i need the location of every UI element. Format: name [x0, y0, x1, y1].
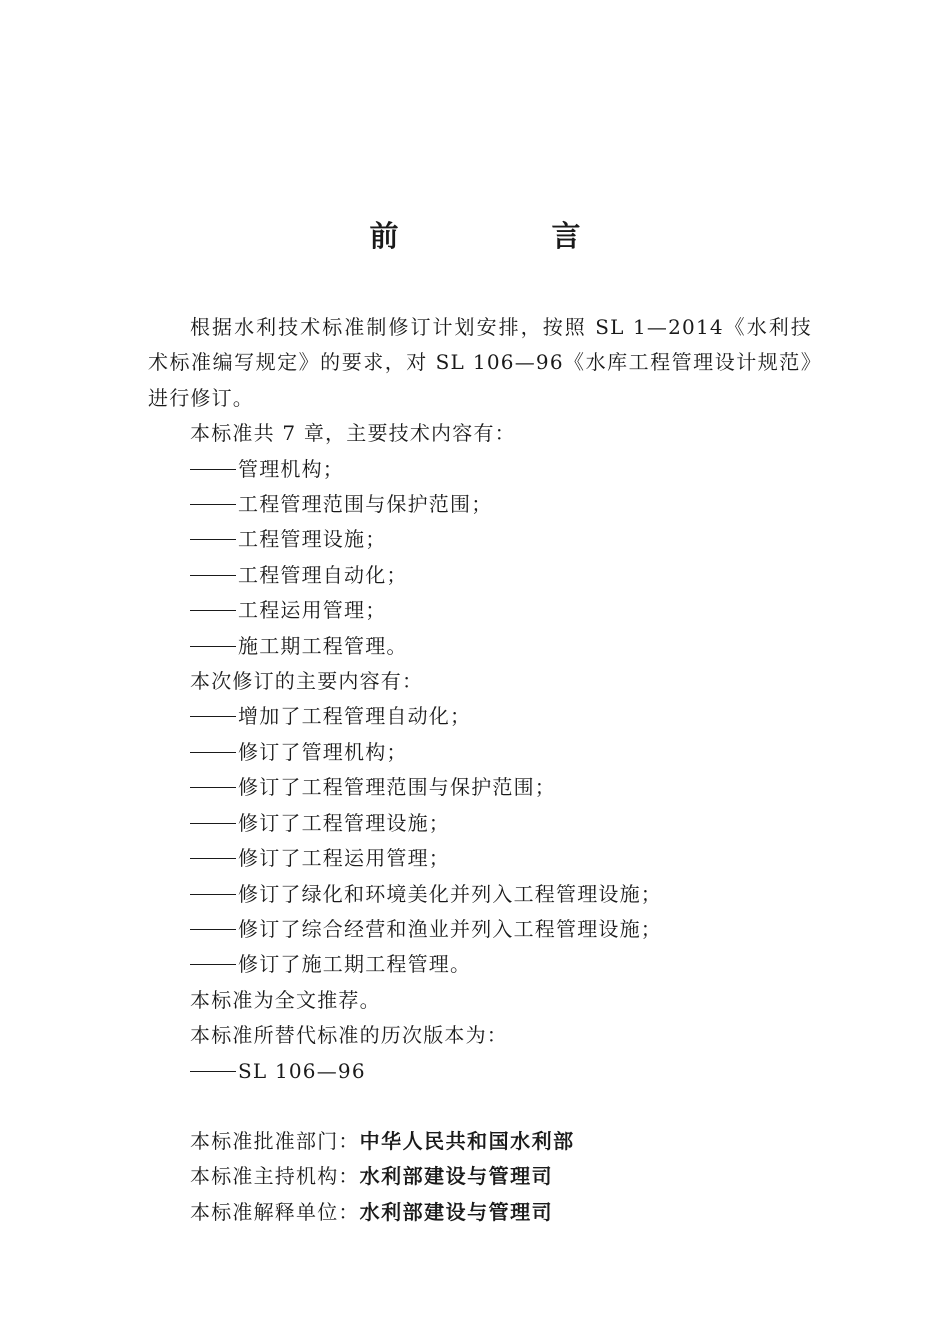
- list-item: 工程运用管理；: [148, 593, 812, 628]
- interpret-row: [190, 1195, 575, 1230]
- interpret-label: 本标准解释单位：: [190, 1199, 360, 1224]
- list-item: 增加了工程管理自动化；: [148, 699, 812, 734]
- list-item: 修订了工程运用管理；: [148, 841, 812, 876]
- dash-icon: [190, 964, 236, 965]
- history-intro: 本标准所替代标准的历次版本为：: [190, 1023, 508, 1048]
- host-row: [190, 1159, 575, 1194]
- page-title: 前 言: [369, 219, 643, 253]
- list-item: 工程管理设施；: [148, 522, 812, 557]
- host-label: 本标准主持机构：: [190, 1164, 360, 1189]
- recommendation-text: 本标准为全文推荐。: [190, 987, 381, 1012]
- chapters-list: [148, 452, 812, 664]
- dash-icon: [190, 539, 236, 540]
- dash-icon: [190, 575, 236, 576]
- list-item: 工程管理范围与保护范围；: [148, 487, 812, 522]
- list-item: 施工期工程管理。: [148, 629, 812, 664]
- dash-icon: [190, 646, 236, 647]
- list-item: 修订了综合经营和渔业并列入工程管理设施；: [148, 912, 812, 947]
- approval-label: 本标准批准部门：: [190, 1129, 360, 1153]
- dash-icon: [190, 894, 236, 895]
- list-item: 修订了管理机构；: [148, 735, 812, 770]
- dash-icon: [190, 504, 236, 505]
- list-item: 管理机构；: [148, 452, 812, 487]
- body-text: [148, 310, 812, 1089]
- list-item: 修订了施工期工程管理。: [148, 947, 812, 982]
- dash-icon: [190, 610, 236, 611]
- standard-info: [190, 1124, 575, 1230]
- dash-icon: [190, 469, 236, 470]
- approval-row: [190, 1124, 575, 1159]
- dash-icon: [190, 1071, 236, 1072]
- dash-icon: [190, 858, 236, 859]
- dash-icon: [190, 716, 236, 717]
- dash-icon: [190, 787, 236, 788]
- dash-icon: [190, 929, 236, 930]
- revisions-intro: 本次修订的主要内容有：: [190, 669, 424, 694]
- list-item: 修订了工程管理范围与保护范围；: [148, 770, 812, 805]
- chapters-intro: 本标准共 7 章，主要技术内容有：: [190, 421, 516, 446]
- approval-value: 中华人民共和国水利部: [359, 1129, 575, 1153]
- list-item: 修订了工程管理设施；: [148, 806, 812, 841]
- dash-icon: [190, 823, 236, 824]
- interpret-value: 水利部建设与管理司: [359, 1199, 554, 1224]
- history-item: SL 106—96: [148, 1054, 812, 1089]
- list-item: 工程管理自动化；: [148, 558, 812, 593]
- revisions-list: [148, 699, 812, 982]
- list-item: 修订了绿化和环境美化并列入工程管理设施；: [148, 877, 812, 912]
- host-value: 水利部建设与管理司: [359, 1164, 554, 1189]
- dash-icon: [190, 752, 236, 753]
- intro-paragraph: 根据水利技术标准制修订计划安排，按照 SL 1—2014《水利技术标准编写规定》的要求，对 SL 106—96《水库工程管理设计规范》进行修订。: [148, 315, 812, 410]
